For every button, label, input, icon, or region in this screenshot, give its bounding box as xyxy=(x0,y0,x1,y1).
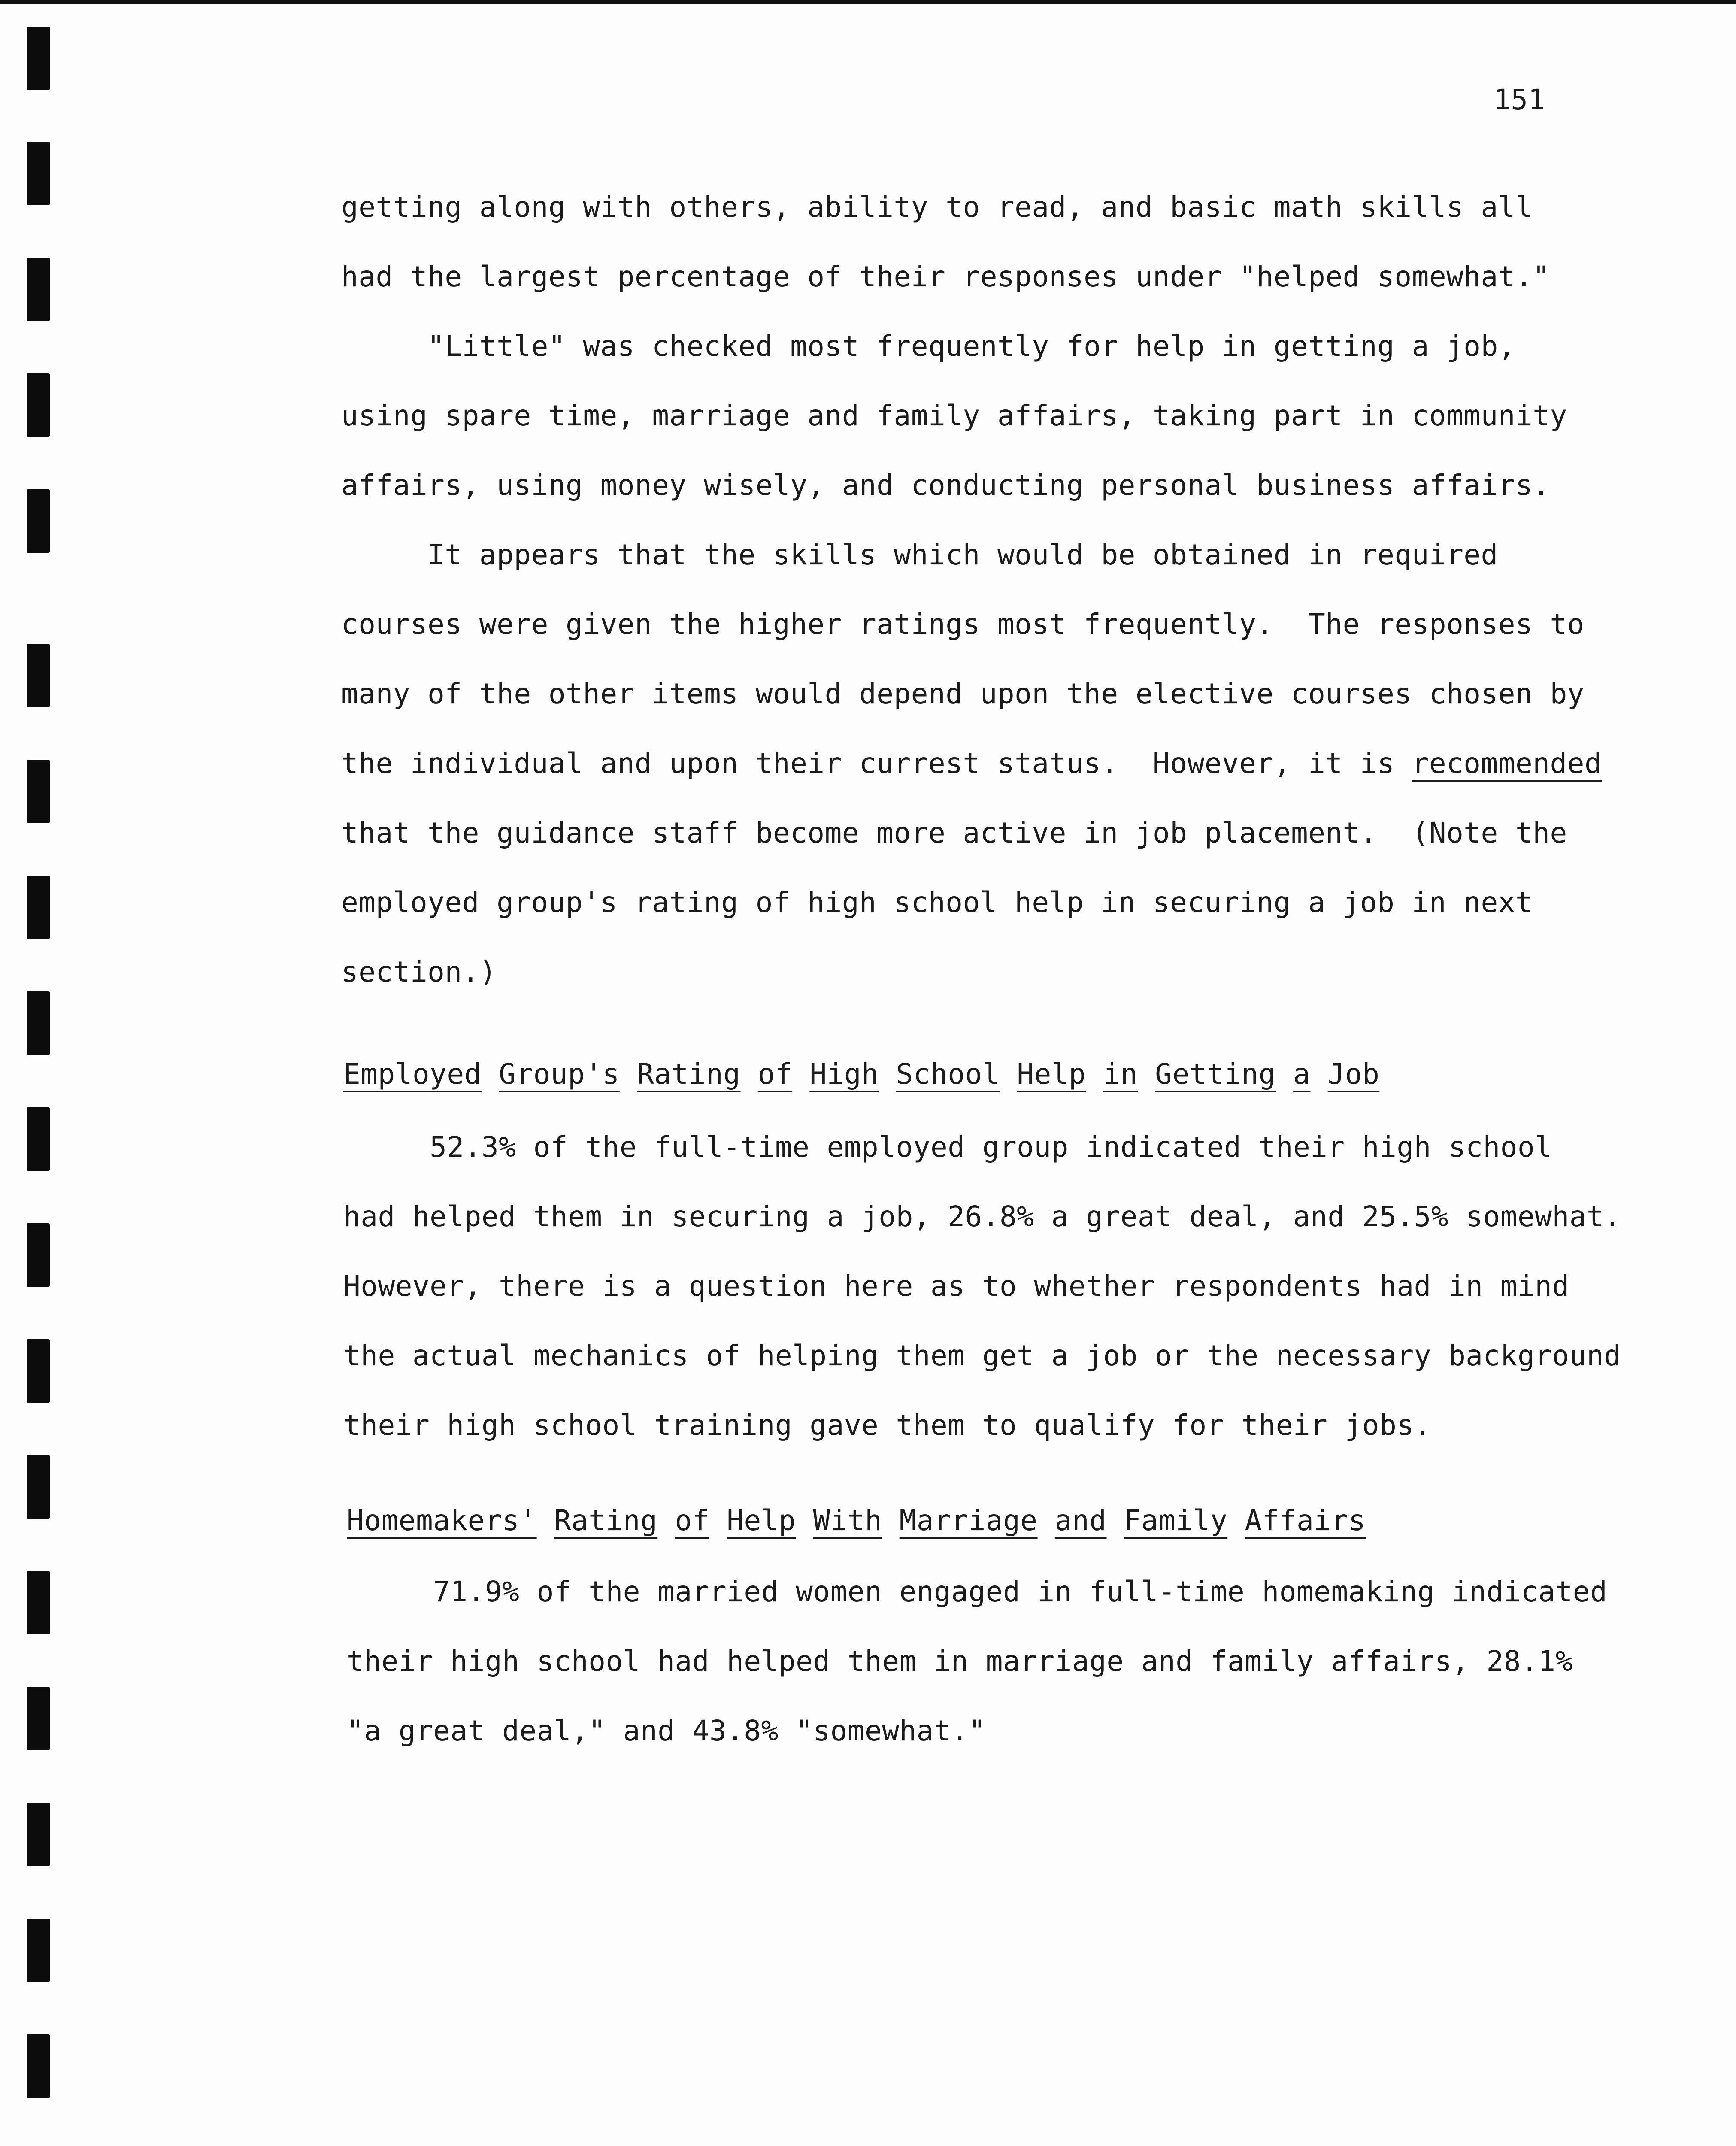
heading-word: in xyxy=(1103,1058,1138,1091)
body-line: getting along with others, ability to read, and basic math skills all xyxy=(341,191,1533,224)
heading-word: Homemakers' xyxy=(347,1504,537,1537)
heading-word: Job xyxy=(1327,1058,1380,1091)
section-heading-employed xyxy=(343,1058,1380,1091)
binder-punch-mark xyxy=(27,1339,50,1403)
binder-punch-mark xyxy=(27,2034,50,2098)
body-line: that the guidance staff become more active in job placement. (Note the xyxy=(341,816,1567,849)
body-line: had helped them in securing a job, 26.8% a great deal, and 25.5% somewhat. xyxy=(343,1200,1621,1233)
body-line: many of the other items would depend upon the elective courses chosen by xyxy=(341,677,1585,710)
body-line: employed group's rating of high school help in securing a job in next xyxy=(341,886,1533,919)
heading-word: High xyxy=(809,1058,879,1091)
binder-punch-mark xyxy=(27,1919,50,1982)
section-heading-homemakers xyxy=(347,1506,1366,1535)
binder-punch-mark xyxy=(27,258,50,321)
heading-word: Family xyxy=(1124,1504,1228,1537)
body-line: courses were given the higher ratings most frequently. The responses to xyxy=(341,608,1585,641)
binder-punch-mark xyxy=(27,876,50,939)
body-line: However, there is a question here as to whether respondents had in mind xyxy=(343,1270,1569,1303)
page-number: 151 xyxy=(1494,83,1545,116)
heading-word: Help xyxy=(727,1504,796,1537)
body-line: "Little" was checked most frequently for help in getting a job, xyxy=(341,330,1516,363)
body-line: their high school had helped them in marriage and family affairs, 28.1% xyxy=(347,1645,1573,1678)
heading-word: School xyxy=(896,1058,1000,1091)
binder-punch-mark xyxy=(27,142,50,205)
binder-punch-mark xyxy=(27,489,50,553)
heading-word: Rating xyxy=(554,1504,658,1537)
body-line: had the largest percentage of their responses under "helped somewhat." xyxy=(341,260,1550,293)
body-line: the actual mechanics of helping them get a job or the necessary background xyxy=(343,1339,1621,1372)
body-line: affairs, using money wisely, and conducting personal business affairs. xyxy=(341,469,1550,502)
binder-punch-mark xyxy=(27,1455,50,1519)
body-line: their high school training gave them to qualify for their jobs. xyxy=(343,1409,1431,1442)
binder-punch-mark xyxy=(27,644,50,707)
body-line: "a great deal," and 43.8% "somewhat." xyxy=(347,1714,986,1747)
heading-word: Getting xyxy=(1155,1058,1276,1091)
body-line: 52.3% of the full-time employed group indicated their high school xyxy=(343,1131,1552,1164)
heading-word: Employed xyxy=(343,1058,482,1091)
body-line: section.) xyxy=(341,955,497,988)
recommended-word: recommended xyxy=(1412,747,1602,780)
heading-word: Marriage xyxy=(899,1504,1038,1537)
heading-word: Affairs xyxy=(1245,1504,1366,1537)
binder-punch-mark xyxy=(27,760,50,823)
top-edge-rule xyxy=(0,0,1736,4)
heading-word: a xyxy=(1293,1058,1311,1091)
binder-punch-mark xyxy=(27,991,50,1055)
binder-punch-mark xyxy=(27,27,50,90)
binder-punch-mark xyxy=(27,1223,50,1287)
body-line-text: the individual and upon their currest status. However, it is xyxy=(341,747,1412,780)
binder-punch-mark xyxy=(27,1571,50,1634)
body-line xyxy=(341,749,1602,778)
body-line: 71.9% of the married women engaged in full-time homemaking indicated xyxy=(347,1575,1608,1608)
binder-punch-mark xyxy=(27,1803,50,1866)
heading-word: Rating xyxy=(637,1058,741,1091)
heading-word: and xyxy=(1054,1504,1107,1537)
heading-word: With xyxy=(813,1504,882,1537)
heading-word: of xyxy=(675,1504,709,1537)
heading-word: Group's xyxy=(499,1058,620,1091)
heading-word: of xyxy=(757,1058,793,1091)
binder-punch-mark xyxy=(27,1107,50,1171)
heading-word: Help xyxy=(1017,1058,1086,1091)
body-line: It appears that the skills which would be obtained in required xyxy=(341,538,1498,571)
body-line: using spare time, marriage and family affairs, taking part in community xyxy=(341,399,1567,432)
binder-punch-mark xyxy=(27,1687,50,1750)
binder-punch-mark xyxy=(27,373,50,437)
